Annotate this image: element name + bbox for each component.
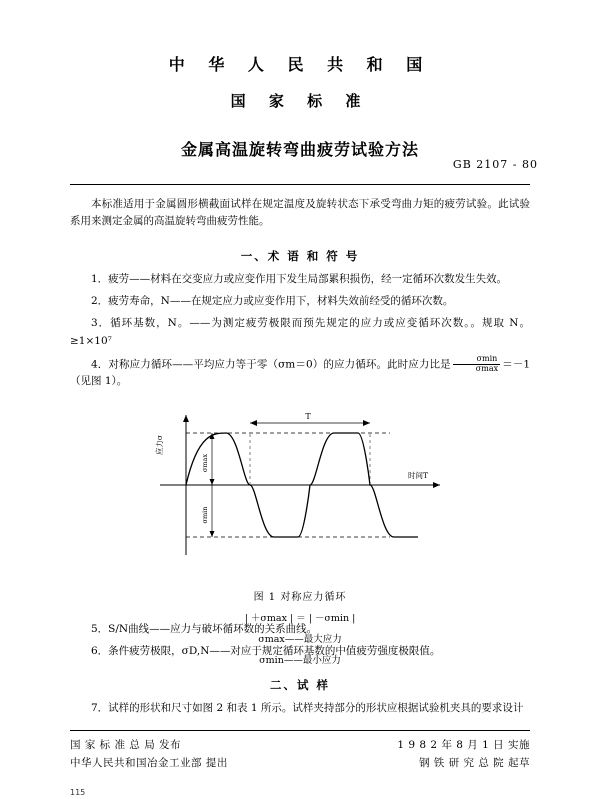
svg-text:应力σ: 应力σ	[155, 434, 164, 455]
figure-1-formula-line1: | ＋σmax | ＝ | －σmin |	[244, 613, 356, 625]
nation-title-line1: 中 华 人 民 共 和 国	[168, 55, 432, 74]
document-body	[70, 196, 530, 718]
term-item-5: 5．S/N曲线——应力与破坏循环数的关系曲线。	[91, 622, 318, 635]
section-2-heading: 二、试 样	[269, 678, 330, 693]
term-item-3-text: 3．循环基数，N。——为测定疲劳极限而预先规定的应力或应变循环次数。	[91, 317, 471, 330]
term-item-3-tail: 。规取 N。≥1×10⁷	[70, 317, 530, 347]
term-item-4-tail: ＝－1（见图 1）。	[70, 358, 531, 388]
formula-denominator: σmax	[475, 363, 499, 373]
figure-1-formula-line2: σmax——最大应力	[258, 633, 342, 645]
figure-1-formula-line3: σmin——最小应力	[259, 654, 341, 666]
figure-1-caption: 图 1 对称应力循环	[253, 591, 347, 603]
section-1-heading: 一、术 语 和 符 号	[240, 248, 360, 263]
document-footer	[0, 730, 600, 773]
term-item-4-text: 4．对称应力循环——平均应力等于零（σm＝0）的应力循环。此时应力比是	[91, 358, 451, 371]
svg-text:σmin: σmin	[201, 506, 209, 524]
standard-code: GB 2107 - 80	[452, 158, 538, 171]
term-item-6: 6．条件疲劳极限，σD,N——对应于规定循环基数的中值疲劳强度极限值。	[91, 645, 441, 658]
proposer-line: 中华人民共和国冶金工业部 提出	[70, 757, 228, 770]
footer-content	[70, 731, 530, 773]
nation-title-line2: 国 家 标 准	[230, 92, 370, 110]
term-item-3	[70, 315, 530, 350]
term-item-1: 1．疲劳——材料在交变应力或应变作用下发生局部累积损伤，经一定循环次数发生失效。	[91, 272, 508, 285]
sinusoidal-stress-cycle-diagram	[140, 405, 460, 570]
effective-date-line: 1 9 8 2 年 8 月 1 日 实施	[397, 739, 530, 752]
drafter-line: 钢 铁 研 究 总 院 起草	[418, 757, 530, 770]
specimen-item-7: 7．试样的形状和尺寸如图 2 和表 1 所示。试样夹持部分的形状应根据试验机夹具的要求设计	[91, 702, 524, 715]
intro-paragraph: 本标准适用于金属圆形横截面试样在规定温度及旋转状态下承受弯曲力矩的疲劳试验。此试验系用来测定金属的高温旋转弯曲疲劳性能。	[70, 198, 530, 228]
divider-top	[70, 184, 530, 185]
issuer-line: 国 家 标 准 总 局 发布	[70, 739, 182, 752]
document-page	[0, 52, 600, 799]
page-title: 金属高温旋转弯曲疲劳试验方法	[180, 140, 419, 159]
stress-ratio-formula	[453, 355, 500, 374]
page-number: 115	[70, 788, 86, 797]
term-item-4	[70, 355, 530, 391]
svg-text:T: T	[305, 411, 311, 421]
figure-1-plot	[140, 405, 460, 570]
footer-row-2	[70, 755, 530, 773]
svg-text:时间T: 时间T	[407, 470, 429, 480]
formula-numerator: σmin	[453, 355, 500, 365]
document-header	[0, 52, 600, 111]
footer-row-1	[70, 737, 530, 755]
term-item-2: 2．疲劳寿命，N——在规定应力或应变作用下，材料失效前经受的循环次数。	[91, 294, 454, 307]
svg-text:σmax: σmax	[201, 453, 209, 472]
